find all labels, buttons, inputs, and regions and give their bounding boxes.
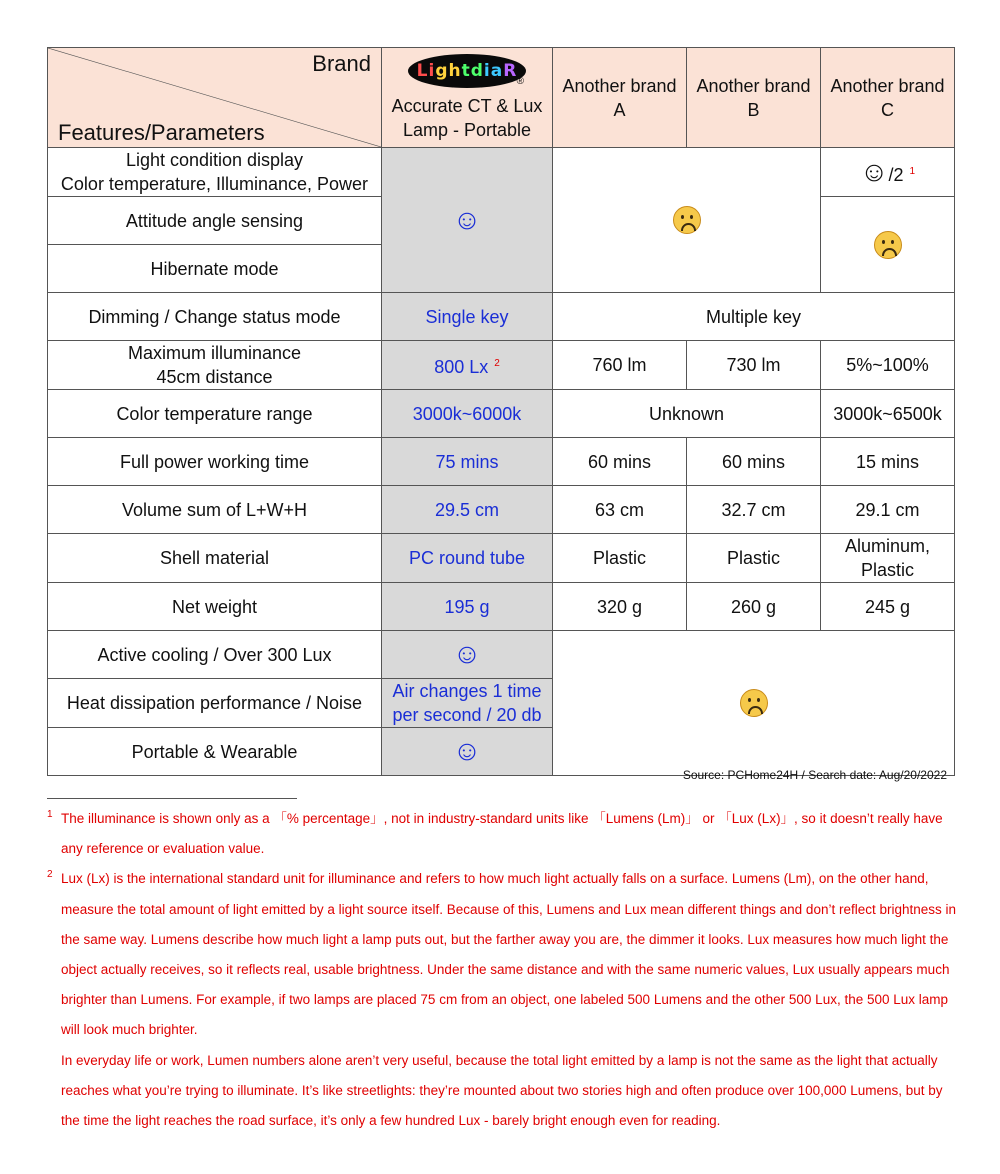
b-volume: 32.7 cm: [687, 486, 821, 534]
row-shell: [48, 534, 955, 583]
ab-ct-range: Unknown: [553, 390, 821, 438]
logo-text: LightdiaR: [416, 60, 518, 81]
registered-mark: ®: [516, 75, 524, 87]
footnote-text: The illuminance is shown only as a 「% percentage」, not in industry-standard units like 「Lumens (Lm)」 or 「Lux (Lx)」, so it doesn’t really have any reference or evaluation value.: [61, 811, 943, 857]
feature-attitude: Attitude angle sensing: [48, 197, 382, 245]
footnote-ref-2: 2: [494, 357, 500, 369]
a-working-time: 60 mins: [553, 438, 687, 486]
source-line: Source: PCHome24H / Search date: Aug/20/2022: [682, 768, 947, 782]
footnote-text: Lux (Lx) is the international standard unit for illuminance and refers to how much light actually falls on a surface. Lumens (Lm), on the other hand, measure the total amount of light emitted by a light source itself. Because of this, Lumens and Lux mean different things and don’t reflect brightness in the same way. Lumens describe how much light a lamp puts out, but the farther away you are, the dimmer it looks. Lux measures how much light the object actually receives, so it reflects real, usable brightness. Under the same distance and with the same numeric values, Lux usually appears much brighter than Lumens. For example, if two lamps are placed 75 cm from an object, one labeled 500 Lumens and the other 500 Lux, the 500 Lux lamp will look much brighter.: [61, 871, 957, 1038]
feature-heat: Heat dissipation performance / Noise: [48, 679, 382, 728]
sad-face-icon: [740, 689, 768, 717]
brand-a-line2: A: [613, 99, 626, 120]
ours-heat-line2: per second / 20 db: [392, 705, 542, 725]
footnote-2: [47, 864, 957, 1136]
row-weight: [48, 583, 955, 631]
feature-portable: Portable & Wearable: [48, 728, 382, 776]
brand-b-header: [687, 48, 821, 148]
feature-dimming: Dimming / Change status mode: [48, 293, 382, 341]
brand-logo: [408, 54, 526, 88]
ours-shell: PC round tube: [382, 534, 553, 583]
brand-a-header: [553, 48, 687, 148]
happy-face-icon: ☺: [859, 155, 889, 187]
c-volume: 29.1 cm: [821, 486, 955, 534]
feature-cooling: Active cooling / Over 300 Lux: [48, 631, 382, 679]
our-brand-line1: Accurate CT & Lux: [391, 95, 543, 116]
b-weight: 260 g: [687, 583, 821, 631]
ours-max-illuminance-value: 800 Lx: [434, 356, 489, 377]
features-label: Features/Parameters: [58, 120, 265, 145]
ours-working-time: 75 mins: [382, 438, 553, 486]
a-volume: 63 cm: [553, 486, 687, 534]
c-max-illuminance: 5%~100%: [821, 341, 955, 390]
row-ct-range: [48, 390, 955, 438]
feature-line1: Light condition display: [125, 150, 304, 170]
c-shell-line2: Plastic: [860, 560, 914, 580]
ours-sensing-cell: [382, 148, 553, 293]
c-light-condition-cell: [821, 148, 955, 197]
ours-dimming: Single key: [382, 293, 553, 341]
b-max-illuminance: 730 lm: [687, 341, 821, 390]
ab-sensing-cell: [553, 148, 821, 293]
b-working-time: 60 mins: [687, 438, 821, 486]
a-shell: Plastic: [553, 534, 687, 583]
ours-heat: [382, 679, 553, 728]
others-cooling-cell: [553, 631, 955, 776]
our-brand-header: [382, 48, 553, 148]
header-diagonal-cell: [48, 48, 382, 148]
feature-line2: 45cm distance: [156, 367, 273, 387]
row-volume: [48, 486, 955, 534]
footnote-number: 2: [47, 869, 53, 881]
feature-light-condition: [48, 148, 382, 197]
ours-weight: 195 g: [382, 583, 553, 631]
brand-c-header: [821, 48, 955, 148]
happy-face-icon: ☺: [452, 735, 482, 766]
ours-max-illuminance: [382, 341, 553, 390]
happy-face-icon: ☺: [452, 203, 482, 235]
c-shell-line1: Aluminum,: [844, 536, 931, 556]
feature-line1: Maximum illuminance: [127, 343, 302, 363]
row-light-condition: [48, 148, 955, 197]
comparison-table: [47, 47, 955, 776]
b-shell: Plastic: [687, 534, 821, 583]
brand-b-line2: B: [747, 99, 760, 120]
c-shell: [821, 534, 955, 583]
ours-volume: 29.5 cm: [382, 486, 553, 534]
row-dimming: [48, 293, 955, 341]
footnote-ref-1: 1: [909, 165, 916, 177]
footnote-1: [47, 804, 957, 864]
brand-a-line1: Another brand: [562, 75, 677, 96]
ours-portable: [382, 728, 553, 776]
brand-label: Brand: [312, 51, 371, 76]
feature-weight: Net weight: [48, 583, 382, 631]
footnote-divider: [47, 798, 297, 799]
our-brand-line2: Lamp - Portable: [402, 119, 532, 140]
footnote-number: 1: [47, 809, 53, 820]
ours-ct-range: 3000k~6000k: [382, 390, 553, 438]
c-weight: 245 g: [821, 583, 955, 631]
sad-face-icon: [874, 231, 902, 259]
header-row: [48, 48, 955, 148]
row-working-time: [48, 438, 955, 486]
feature-working-time: Full power working time: [48, 438, 382, 486]
feature-hibernate: Hibernate mode: [48, 245, 382, 293]
brand-b-line1: Another brand: [696, 75, 811, 96]
footnote-text-continued: In everyday life or work, Lumen numbers alone aren’t very useful, because the total light emitted by a lamp is not the same as the light that actually reaches what you’re trying to illuminate. It’s like streetlights: they’re mounted about two stories high and often produce over 100,000 Lumens, but by the time the light reaches the road surface, it’s only a few hundred Lux - barely bright enough even for reading.: [61, 1052, 943, 1129]
others-dimming: Multiple key: [553, 293, 955, 341]
feature-ct-range: Color temperature range: [48, 390, 382, 438]
c-light-condition-value: /2: [888, 164, 904, 185]
feature-line2: Color temperature, Illuminance, Power: [60, 174, 369, 194]
c-ct-range: 3000k~6500k: [821, 390, 955, 438]
feature-shell: Shell material: [48, 534, 382, 583]
brand-c-line2: C: [881, 99, 894, 120]
feature-volume: Volume sum of L+W+H: [48, 486, 382, 534]
ours-cooling: [382, 631, 553, 679]
feature-max-illuminance: [48, 341, 382, 390]
a-max-illuminance: 760 lm: [553, 341, 687, 390]
ours-heat-line1: Air changes 1 time: [392, 681, 542, 701]
happy-face-icon: ☺: [452, 638, 482, 669]
brand-c-line1: Another brand: [830, 75, 945, 96]
a-weight: 320 g: [553, 583, 687, 631]
c-working-time: 15 mins: [821, 438, 955, 486]
sad-face-icon: [673, 206, 701, 234]
footnotes: [47, 804, 957, 1136]
c-sensing-cell: [821, 197, 955, 293]
row-max-illuminance: [48, 341, 955, 390]
row-cooling: [48, 631, 955, 679]
